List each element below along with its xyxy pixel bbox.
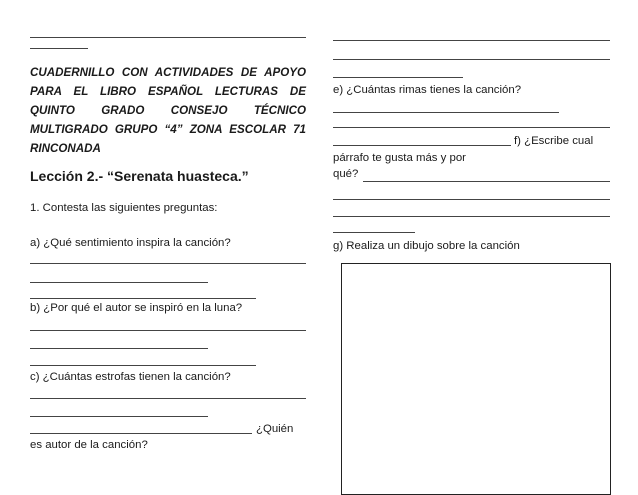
question-b: b) ¿Por qué el autor se inspiró en la luna?: [30, 302, 243, 314]
answer-line[interactable]: [363, 181, 610, 182]
answer-line[interactable]: [30, 416, 208, 417]
question-f-continued: párrafo te gusta más y por: [333, 152, 466, 164]
question-e: e) ¿Cuántas rimas tienes la canción?: [333, 84, 522, 96]
answer-line[interactable]: [30, 398, 306, 399]
answer-line[interactable]: [30, 348, 208, 349]
answer-line[interactable]: [333, 145, 511, 146]
question-f: f) ¿Escribe cual: [514, 135, 594, 147]
answer-line[interactable]: [333, 199, 610, 200]
answer-line[interactable]: [333, 112, 559, 113]
answer-line[interactable]: [30, 330, 306, 331]
lesson-title: Lección 2.- “Serenata huasteca.”: [30, 168, 249, 184]
answer-line[interactable]: [30, 282, 208, 283]
answer-line[interactable]: [333, 40, 610, 41]
answer-line[interactable]: [30, 298, 256, 299]
instruction-text: 1. Contesta las siguientes preguntas:: [30, 202, 218, 214]
answer-line: [30, 37, 306, 38]
question-a: a) ¿Qué sentimiento inspira la canción?: [30, 237, 231, 249]
answer-line[interactable]: [30, 263, 306, 264]
question-c: c) ¿Cuántas estrofas tienen la canción?: [30, 371, 231, 383]
answer-line[interactable]: [333, 77, 463, 78]
answer-line[interactable]: [333, 216, 610, 217]
question-d-continued: es autor de la canción?: [30, 439, 148, 451]
answer-line[interactable]: [30, 365, 256, 366]
question-f-end: qué?: [333, 168, 359, 180]
drawing-box[interactable]: [341, 263, 611, 495]
question-d: ¿Quién: [256, 423, 294, 435]
document-header: CUADERNILLO CON ACTIVIDADES DE APOYO PARA EL LIBRO ESPAÑOL LECTURAS DE QUINTO GRADO CONSEJO TÉCNICO MULTIGRADO GRUPO “4” ZONA ESCOLAR 71 RINCONADA: [30, 66, 306, 155]
answer-line[interactable]: [333, 127, 610, 128]
question-g: g) Realiza un dibujo sobre la canción: [333, 240, 520, 252]
answer-line[interactable]: [333, 59, 610, 60]
answer-line: [30, 48, 88, 49]
answer-line[interactable]: [30, 433, 252, 434]
answer-line[interactable]: [333, 232, 415, 233]
